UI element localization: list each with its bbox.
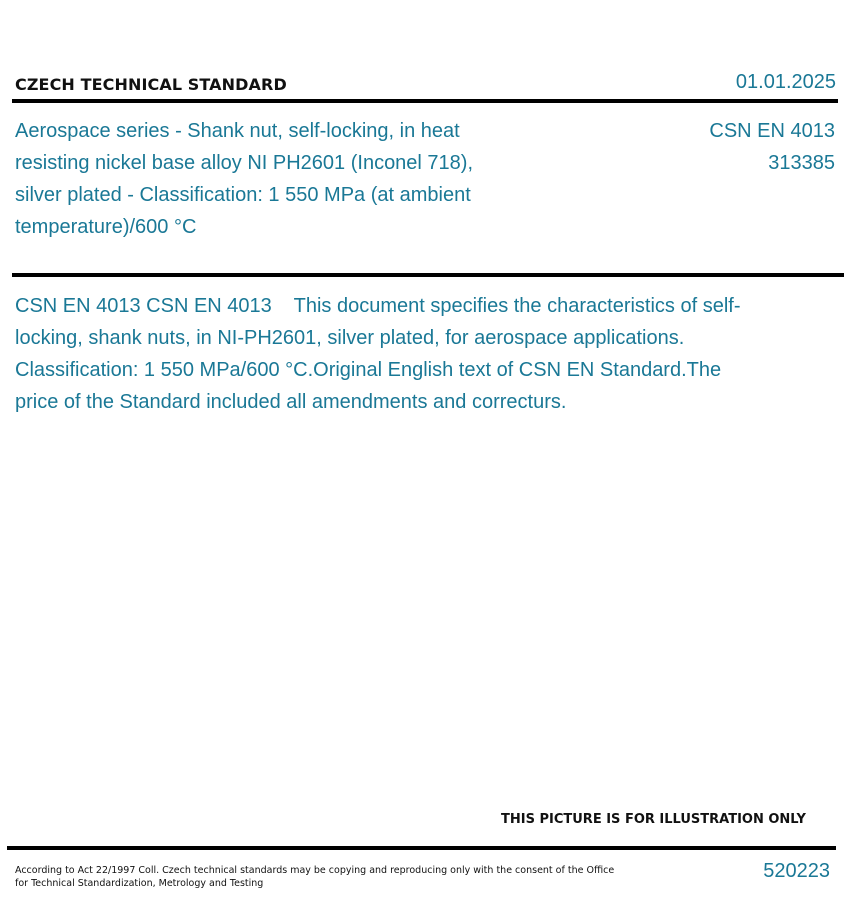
standard-codes (709, 115, 835, 179)
footer-divider (7, 846, 836, 850)
legal-notice (15, 864, 615, 890)
legal-line: for Technical Standardization, Metrology and Testing (15, 878, 264, 889)
catalog-number: 313385 (768, 152, 835, 174)
document-type-heading: CZECH TECHNICAL STANDARD (15, 75, 287, 94)
legal-line: According to Act 22/1997 Coll. Czech technical standards may be copying and reproducing only with the consent of the Office (15, 865, 615, 876)
document-code: 520223 (763, 860, 830, 882)
illustration-note: THIS PICTURE IS FOR ILLUSTRATION ONLY (501, 812, 806, 827)
issue-date: 01.01.2025 (735, 71, 836, 93)
standard-number: CSN EN 4013 (709, 120, 835, 142)
header-divider (12, 99, 838, 103)
standard-title: Aerospace series - Shank nut, self-locking, in heat resisting nickel base alloy NI PH2601 (Inconel 718), silver plated - Classification: 1 550 MPa (at ambient temperature)/600 °C (15, 120, 474, 238)
section-divider (12, 273, 844, 277)
abstract-text: CSN EN 4013 CSN EN 4013 This document specifies the characteristics of self-locking, shank nuts, in NI-PH2601, silver plated, for aerospace applications. Classification: 1 550 MPa/600 °C.Original English text of CSN EN Standard.The price of the Standard included all amendments and correcturs. (15, 295, 741, 413)
